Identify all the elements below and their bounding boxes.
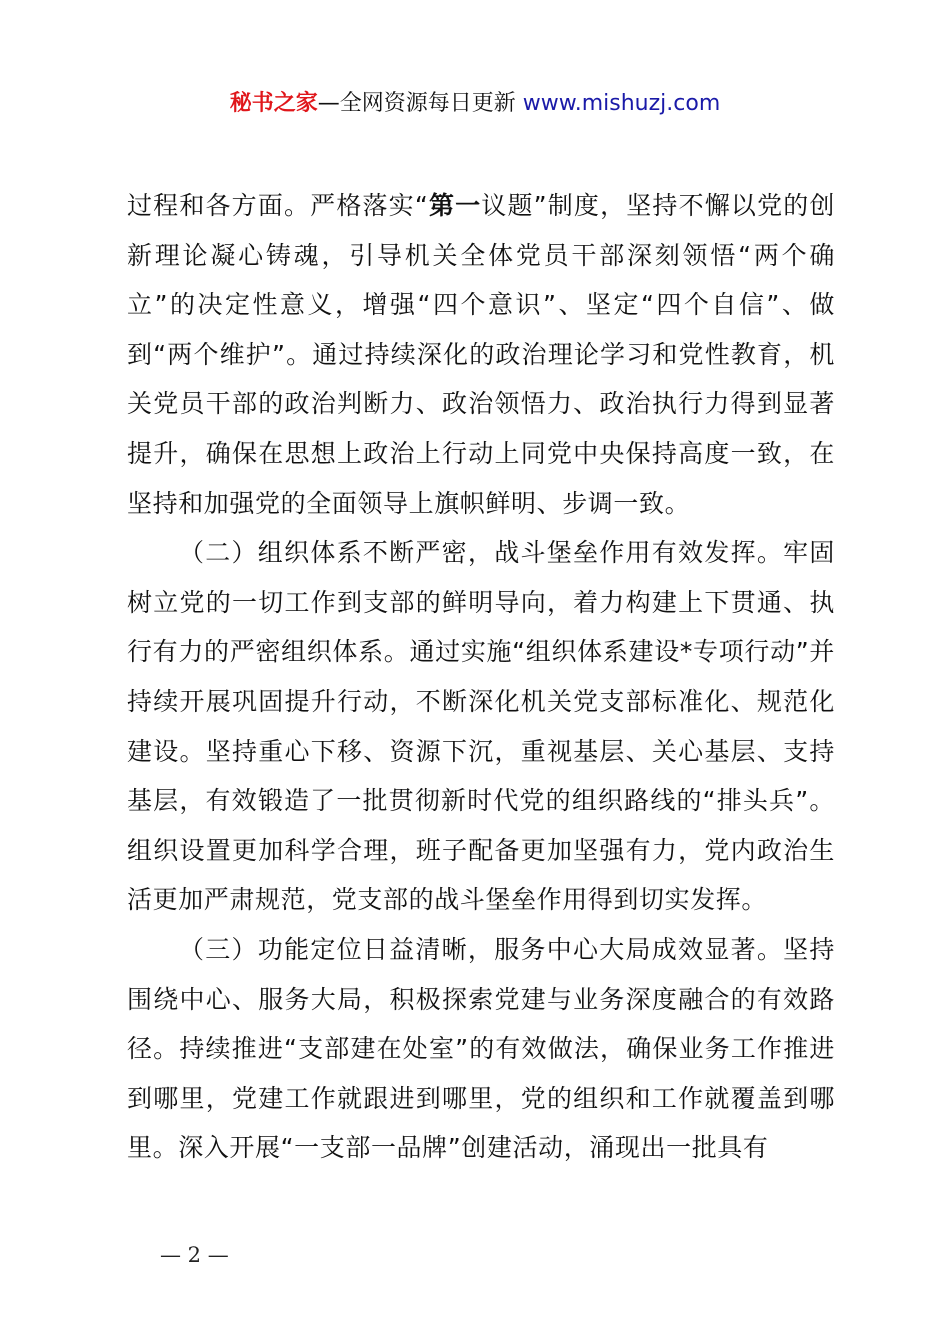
site-header [0,86,950,122]
paragraph-3: （三）功能定位日益清晰，服务中心大局成效显著。坚持围绕中心、服务大局，积极探索党建与业务深度融合的有效路径。持续推进“支部建在处室”的有效做法，确保业务工作推进到哪里，党建工作就跟进到哪里，党的组织和工作就覆盖到哪里。深入开展“一支部一品牌”创建活动，涌现出一批具有 [127,934,835,1163]
bold-emphasis: 第一 [428,191,482,220]
paragraph-2: （二）组织体系不断严密，战斗堡垒作用有效发挥。牢固树立党的一切工作到支部的鲜明导向，着力构建上下贯通、执行有力的严密组织体系。通过实施“组织体系建设*专项行动”并持续开展巩固提升行动，不断深化机关党支部标准化、规范化建设。坚持重心下移、资源下沉，重视基层、关心基层、支持基层，有效锻造了一批贯彻新时代党的组织路线的“排头兵”。组织设置更加科学合理，班子配备更加坚强有力，党内政治生活更加严肃规范，党支部的战斗堡垒作用得到切实发挥。 [127,538,835,915]
site-url-link[interactable]: www.mishuzj.com [522,91,721,116]
document-body [127,181,835,1173]
paragraph-1 [127,181,835,528]
site-tagline: —全网资源每日更新 [317,91,523,116]
site-brand: 秘书之家 [229,91,318,116]
paragraph-1-start: 过程和各方面。严格落实“ [127,191,429,220]
paragraph-1-rest: 议题”制度，坚持不懈以党的创新理论凝心铸魂，引导机关全体党员干部深刻领悟“两个确立”的决定性意义，增强“四个意识”、坚定“四个自信”、做到“两个维护”。通过持续深化的政治理论学习和党性教育，机关党员干部的政治判断力、政治领悟力、政治执行力得到显著提升，确保在思想上政治上行动上同党中央保持高度一致，在坚持和加强党的全面领导上旗帜鲜明、步调一致。 [127,191,836,518]
page-number: — 2 — [160,1243,229,1267]
